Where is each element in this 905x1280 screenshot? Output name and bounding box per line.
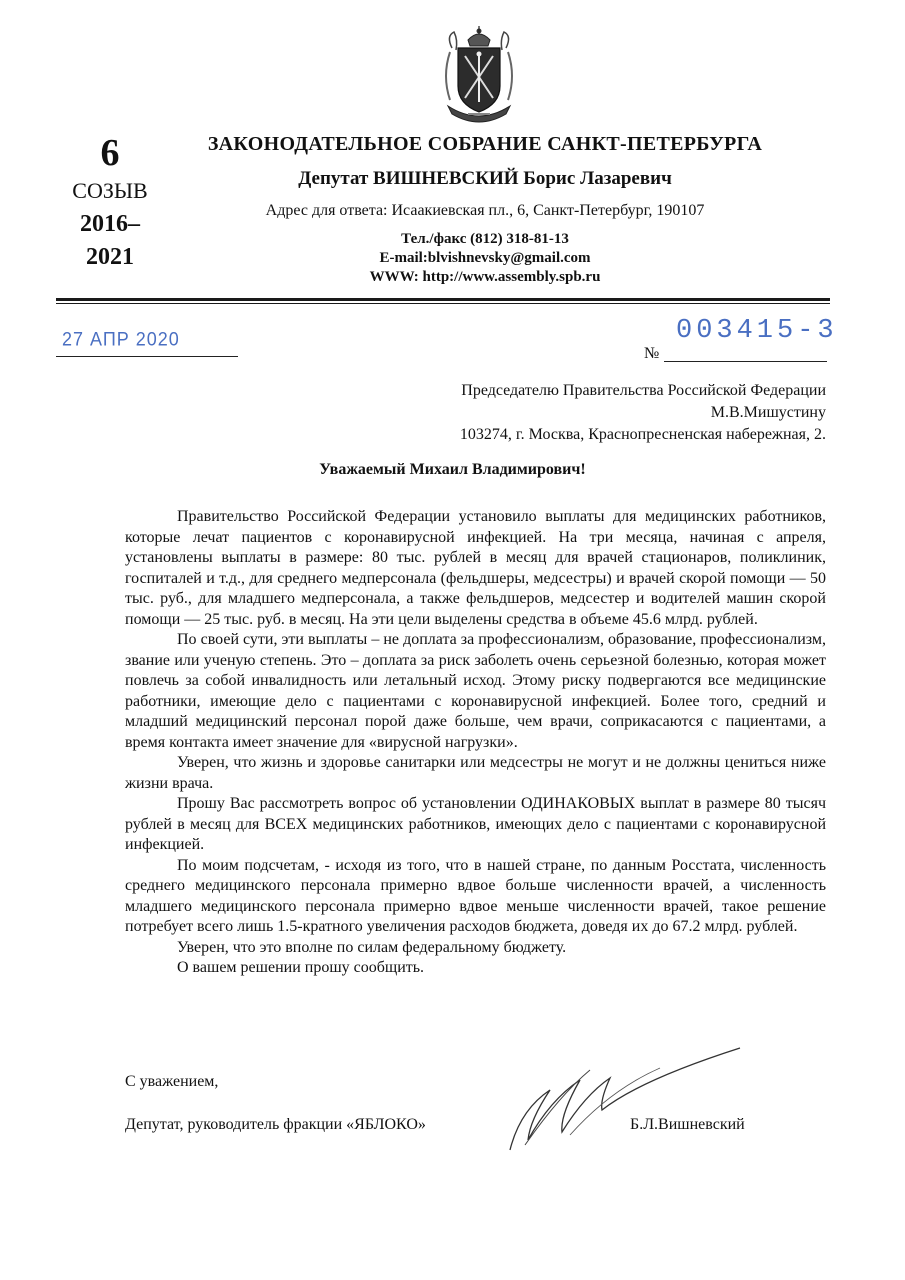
handwritten-signature [490, 1040, 750, 1160]
header-divider-thick [56, 298, 830, 301]
addressee-name: М.В.Мишустину [710, 404, 826, 421]
salutation: Уважаемый Михаил Владимирович! [319, 461, 586, 478]
date-underline [56, 356, 238, 357]
org-name: ЗАКОНОДАТЕЛЬНОЕ СОБРАНИЕ САНКТ-ПЕТЕРБУРГА [207, 133, 763, 155]
convocation-years-end: 2021 [86, 244, 134, 270]
email: E-mail:blvishnevsky@gmail.com [379, 250, 591, 266]
website: WWW: http://www.assembly.spb.ru [369, 269, 601, 285]
body-paragraph: Уверен, что это вполне по силам федеральному бюджету. [177, 938, 567, 956]
addressee-title: Председателю Правительства Российской Федерации [461, 382, 826, 399]
addressee-address: 103274, г. Москва, Краснопресненская набережная, 2. [459, 426, 826, 443]
date-stamp: 27 АПР 2020 [62, 327, 180, 350]
registration-number-stamp: 003415-3 [676, 316, 838, 346]
body-paragraph: По своей сути, эти выплаты – не доплата за профессионализм, образование, профессионализм, звание или ученую степень. Это – доплата за риск заболеть очень серьезной болезнью, которая может повлечь за собой инвалидность или летальный исход. Этому риску подвергаются все медицинские работники, имеющие дело с пациентами с коронавирусной инфекцией. Более того, средний и младший медицинский персонал порой даже больше, чем врачи, соприкасаются с пациентами, а время контакта имеет значение для «вирусной нагрузки». [125, 631, 826, 751]
body-paragraph: О вашем решении прошу сообщить. [177, 959, 425, 976]
number-underline [664, 361, 827, 362]
coat-of-arms-emblem [438, 26, 520, 126]
signer-name: Б.Л.Вишневский [630, 1116, 745, 1133]
convocation-label: СОЗЫВ [72, 178, 148, 203]
closing-regards: С уважением, [125, 1073, 219, 1090]
body-paragraph: Уверен, что жизнь и здоровье санитарки или медсестры не могут и не должны цениться ниже жизни врача. [125, 754, 826, 792]
letter-body [125, 507, 826, 979]
body-paragraph: Прошу Вас рассмотреть вопрос об установлении ОДИНАКОВЫХ выплат в размере 80 тысяч рублей в месяц для ВСЕХ медицинских работников, имеющих дело с пациентами с коронавирусной инфекцией. [125, 795, 826, 853]
reply-address: Адрес для ответа: Исаакиевская пл., 6, Санкт-Петербург, 190107 [265, 202, 705, 219]
body-paragraph: По моим подсчетам, - исходя из того, что в нашей стране, по данным Росстата, численность среднего медицинского персонала примерно вдвое больше численности врачей, а численность младшего медицинского персонала примерно вдвое меньше численности врачей, такое решение потребует всего лишь 1.5-кратного увеличения расходов бюджета, доведя их до 67.2 млрд. рублей. [125, 856, 826, 935]
convocation-years-start: 2016– [80, 211, 140, 237]
body-paragraph: Правительство Российской Федерации установило выплаты для медицинских работников, которые лечат пациентов с коронавирусной инфекцией. На три месяца, начиная с апреля, установлены выплаты в размере: 80 тыс. рублей в месяц для врачей стационаров, поликлиник, госпиталей и т.д., для среднего медперсонала (фельдшеры, медсестры) и врачей скорой помощи — 50 тыс. руб., для младшего медперсонала, а также фельдшеров, медсестер и водителей машин скорой помощи — 25 тыс. руб. в месяц. На эти цели выделены средства в объеме 45.6 млрд. рублей. [125, 508, 826, 628]
number-sign: № [644, 345, 660, 362]
phone-fax: Тел./факс (812) 318-81-13 [401, 231, 569, 247]
convocation-number: 6 [100, 132, 120, 174]
deputy-name: Депутат ВИШНЕВСКИЙ Борис Лазаревич [298, 168, 672, 189]
signer-role: Депутат, руководитель фракции «ЯБЛОКО» [125, 1116, 426, 1133]
header-divider-thin [56, 303, 830, 304]
